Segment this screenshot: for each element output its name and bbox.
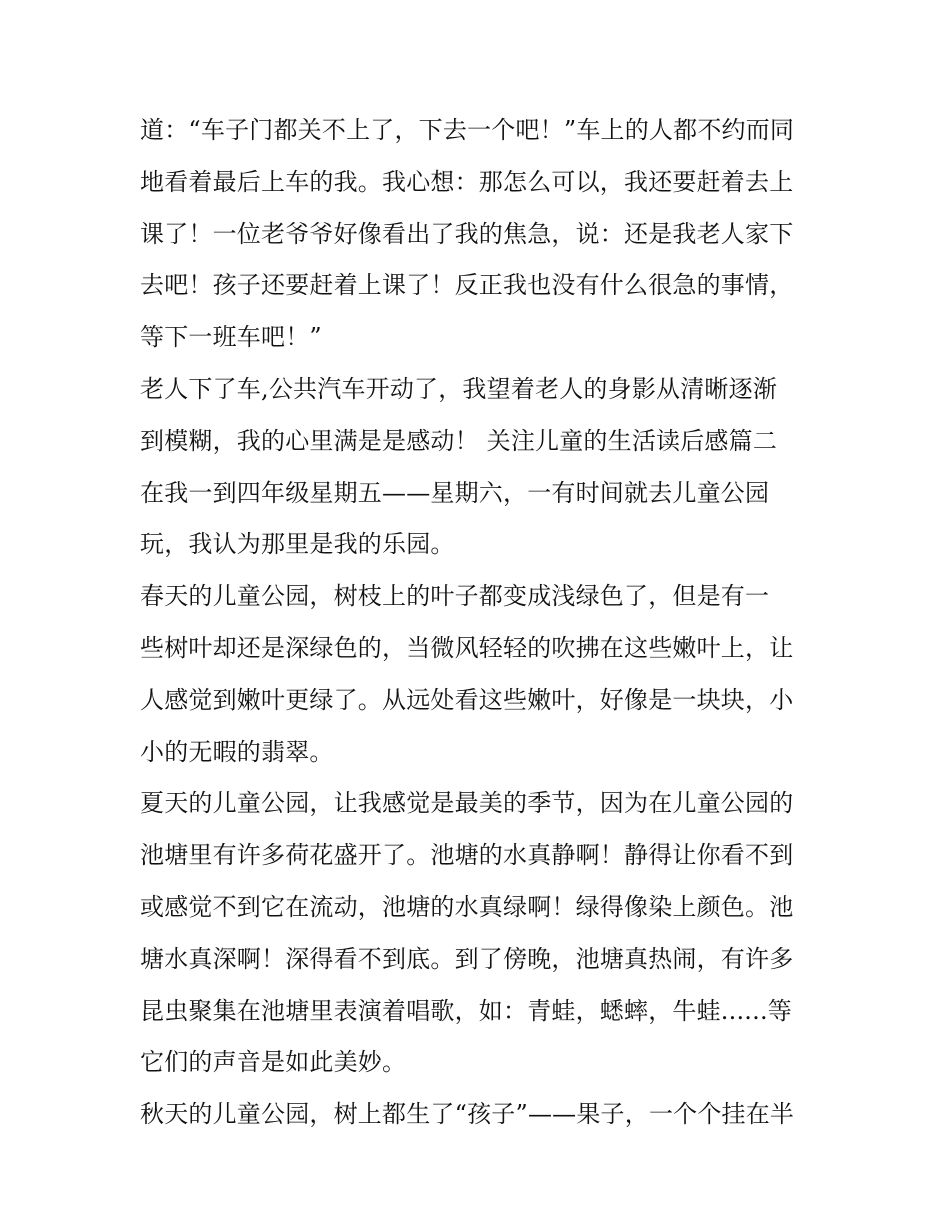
text-line: 去吧！孩子还要赶着上课了！反正我也没有什么很急的事情， — [140, 271, 794, 300]
body-text — [140, 105, 820, 1141]
text-line: 在我一到四年级星期五——星期六，一有时间就去儿童公园 — [140, 478, 770, 507]
text-line: 春天的儿童公园，树枝上的叶子都变成浅绿色了，但是有一 — [140, 582, 770, 611]
text-line: 塘水真深啊！深得看不到底。到了傍晚，池塘真热闹，有许多 — [140, 944, 794, 973]
text-line: 地看着最后上车的我。我心想：那怎么可以，我还要赶着去上 — [140, 167, 794, 196]
text-line: 玩，我认为那里是我的乐园。 — [140, 530, 455, 559]
text-line: 些树叶却还是深绿色的，当微风轻轻的吹拂在这些嫩叶上，让 — [140, 633, 794, 662]
text-line: 昆虫聚集在池塘里表演着唱歌，如：青蛙，蟋蟀，牛蛙......等 — [140, 996, 792, 1025]
text-line: 道：“车子门都关不上了，下去一个吧！”车上的人都不约而同 — [140, 116, 795, 144]
text-line: 池塘里有许多荷花盛开了。池塘的水真静啊！静得让你看不到 — [140, 841, 794, 870]
text-line: 或感觉不到它在流动，池塘的水真绿啊！绿得像染上颜色。池 — [140, 892, 794, 921]
text-line: 到模糊，我的心里满是是感动！ 关注儿童的生活读后感篇二 — [140, 426, 778, 455]
text-line: 课了！一位老爷爷好像看出了我的焦急，说：还是我老人家下 — [140, 219, 794, 248]
text-line: 人感觉到嫩叶更绿了。从远处看这些嫩叶，好像是一块块，小 — [140, 685, 794, 714]
text-line: 它们的声音是如此美妙。 — [140, 1048, 407, 1077]
text-line: 老人下了车,公共汽车开动了，我望着老人的身影从清晰逐渐 — [140, 374, 778, 403]
text-line: 等下一班车吧！” — [140, 323, 322, 352]
text-line: 秋天的儿童公园，树上都生了“孩子”——果子，一个个挂在半 — [140, 1100, 795, 1129]
text-line: 夏天的儿童公园，让我感觉是最美的季节，因为在儿童公园的 — [140, 789, 794, 818]
text-line: 小的无暇的翡翠。 — [140, 737, 334, 766]
